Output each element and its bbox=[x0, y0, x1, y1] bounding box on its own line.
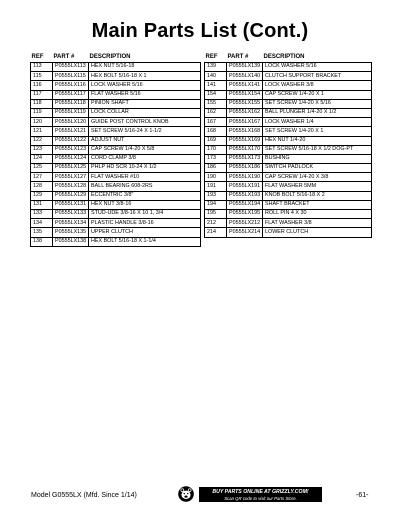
ref-cell: 123 bbox=[31, 145, 53, 154]
table-row bbox=[205, 90, 372, 99]
ref-cell: 191 bbox=[205, 182, 227, 191]
description-cell: UPPER CLUTCH bbox=[89, 228, 201, 237]
parts-table-right bbox=[204, 53, 372, 238]
table-row bbox=[31, 237, 201, 246]
table-row bbox=[205, 173, 372, 182]
ref-cell: 139 bbox=[205, 63, 227, 72]
ref-cell: 135 bbox=[31, 228, 53, 237]
description-cell: LOCK WASHER 5/16 bbox=[89, 81, 201, 90]
ref-cell: 138 bbox=[31, 237, 53, 246]
ref-cell: 190 bbox=[205, 173, 227, 182]
ref-cell: 124 bbox=[31, 154, 53, 163]
ref-cell: 193 bbox=[205, 191, 227, 200]
description-cell: SET SCREW 5/16-18 X 1/2 DOG-PT bbox=[263, 145, 372, 154]
description-cell: HEX BOLT 5/16-18 X 1-1/4 bbox=[89, 237, 201, 246]
ref-cell: 154 bbox=[205, 90, 227, 99]
ref-header: REF bbox=[31, 54, 44, 60]
description-cell: LOCK WASHER 1/4 bbox=[263, 118, 372, 127]
ref-cell: 131 bbox=[31, 200, 53, 209]
part-number-cell: P0555LX168 bbox=[227, 127, 263, 136]
description-cell: CORD CLAMP 3/8 bbox=[89, 154, 201, 163]
ref-cell: 162 bbox=[205, 108, 227, 117]
description-cell: SET SCREW 5/16-24 X 1-1/2 bbox=[89, 127, 201, 136]
table-row bbox=[31, 118, 201, 127]
table-row bbox=[31, 200, 201, 209]
page-number: -61- bbox=[356, 492, 369, 499]
ref-cell: 212 bbox=[205, 219, 227, 228]
table-row bbox=[205, 228, 372, 237]
part-number-cell: P0555LX129 bbox=[53, 191, 89, 200]
ref-cell: 127 bbox=[31, 173, 53, 182]
table-row bbox=[205, 63, 372, 72]
table-row bbox=[205, 127, 372, 136]
table-row bbox=[31, 63, 201, 72]
part-number-cell: P0555LX186 bbox=[227, 164, 263, 173]
ref-cell: 129 bbox=[31, 191, 53, 200]
part-number-cell: P0555LX141 bbox=[227, 81, 263, 90]
ref-cell: 195 bbox=[205, 210, 227, 219]
description-cell: PINION SHAFT bbox=[89, 99, 201, 108]
part-number-cell: P0555LX119 bbox=[53, 108, 89, 117]
table-row bbox=[31, 173, 201, 182]
table-row bbox=[31, 81, 201, 90]
ref-cell: 120 bbox=[31, 118, 53, 127]
part-number-cell: P0555LX113 bbox=[53, 63, 89, 72]
description-cell: FLAT WASHER 5/16 bbox=[89, 90, 201, 99]
table-row bbox=[31, 90, 201, 99]
part-number-cell: P0555LX122 bbox=[53, 136, 89, 145]
part-number-cell: P0555LX118 bbox=[53, 99, 89, 108]
ref-cell: 116 bbox=[31, 81, 53, 90]
ref-cell: 133 bbox=[31, 210, 53, 219]
ref-cell: 122 bbox=[31, 136, 53, 145]
table-row bbox=[205, 72, 372, 81]
part-number-cell: P0555LX116 bbox=[53, 81, 89, 90]
table-row bbox=[205, 191, 372, 200]
ref-cell: 118 bbox=[31, 99, 53, 108]
ref-cell: 140 bbox=[205, 72, 227, 81]
ref-cell: 194 bbox=[205, 200, 227, 209]
description-cell: LOCK WASHER 5/16 bbox=[263, 63, 372, 72]
description-cell: CLUTCH SUPPORT BRACKET bbox=[263, 72, 372, 81]
table-row bbox=[205, 81, 372, 90]
ref-cell: 115 bbox=[31, 72, 53, 81]
table-row bbox=[31, 164, 201, 173]
grizzly-bear-icon bbox=[178, 486, 194, 502]
table-row bbox=[31, 127, 201, 136]
description-cell: BALL PLUNGER 1/4-20 X 1/2 bbox=[263, 108, 372, 117]
description-cell: FLAT WASHER #10 bbox=[89, 173, 201, 182]
description-cell: LOCK COLLAR bbox=[89, 108, 201, 117]
part-number-cell: P0555LX131 bbox=[53, 200, 89, 209]
part-number-cell: P0555LX214 bbox=[227, 228, 263, 237]
part-number-cell: P0555LX123 bbox=[53, 145, 89, 154]
ref-cell: 173 bbox=[205, 154, 227, 163]
description-cell: SHAFT BRACKET bbox=[263, 200, 372, 209]
parts-table-right-body bbox=[205, 63, 372, 238]
part-number-cell: P0555LX134 bbox=[53, 219, 89, 228]
part-number-cell: P0555LX127 bbox=[53, 173, 89, 182]
ref-cell: 167 bbox=[205, 118, 227, 127]
ref-cell: 121 bbox=[31, 127, 53, 136]
table-row bbox=[31, 210, 201, 219]
part-number-cell: P0555LX133 bbox=[53, 210, 89, 219]
ref-header: REF bbox=[205, 54, 218, 60]
part-number-cell: P0555LX128 bbox=[53, 182, 89, 191]
model-footer: Model G0555LX (Mfd. Since 1/14) bbox=[31, 492, 137, 499]
description-cell: CAP SCREW 1/4-20 X 5/8 bbox=[89, 145, 201, 154]
part-number-cell: P0555LX170 bbox=[227, 145, 263, 154]
description-cell: HEX NUT 1/4-20 bbox=[263, 136, 372, 145]
part-number-cell: P0555LX194 bbox=[227, 200, 263, 209]
parts-store-banner[interactable] bbox=[199, 487, 322, 502]
description-cell: STUD-UDE 3/8-16 X 10 1, 3/4 bbox=[89, 210, 201, 219]
description-cell: PHLP HD SCR 10-24 X 1/2 bbox=[89, 164, 201, 173]
ref-cell: 113 bbox=[31, 63, 53, 72]
part-number-cell: P0555LX121 bbox=[53, 127, 89, 136]
part-number-cell: P0555LX135 bbox=[53, 228, 89, 237]
part-number-cell: P0555LX155 bbox=[227, 99, 263, 108]
table-row bbox=[31, 219, 201, 228]
table-row bbox=[31, 182, 201, 191]
table-row bbox=[205, 136, 372, 145]
banner-subline: Scan QR code to visit our Parts Store. bbox=[224, 496, 297, 501]
description-cell: HEX BOLT 5/16-18 X 1 bbox=[89, 72, 201, 81]
description-cell: ADJUST NUT bbox=[89, 136, 201, 145]
table-row bbox=[205, 200, 372, 209]
part-number-cell: P0555LX191 bbox=[227, 182, 263, 191]
part-number-cell: P0555LX169 bbox=[227, 136, 263, 145]
parts-table-left bbox=[30, 53, 201, 247]
part-number-cell: P0555LX167 bbox=[227, 118, 263, 127]
table-row bbox=[205, 118, 372, 127]
description-cell: SET SCREW 1/4-20 X 5/16 bbox=[263, 99, 372, 108]
table-row bbox=[31, 191, 201, 200]
table-row bbox=[205, 99, 372, 108]
table-row bbox=[31, 108, 201, 117]
description-cell: CAP SCREW 1/4-20 X 1 bbox=[263, 90, 372, 99]
description-cell: BALL BEARING 608-2RS bbox=[89, 182, 201, 191]
description-cell: ECCENTRIC 3/8" bbox=[89, 191, 201, 200]
ref-cell: 169 bbox=[205, 136, 227, 145]
ref-cell: 186 bbox=[205, 164, 227, 173]
part-number-cell: P0555LX117 bbox=[53, 90, 89, 99]
part-number-cell: P0555LX125 bbox=[53, 164, 89, 173]
description-cell: SET SCREW 1/4-20 X 1 bbox=[263, 127, 372, 136]
description-header: DESCRIPTION bbox=[263, 54, 305, 60]
parts-table-left-body bbox=[31, 63, 201, 247]
part-number-cell: P0555LX154 bbox=[227, 90, 263, 99]
description-cell: CAP SCREW 1/4-20 X 3/8 bbox=[263, 173, 372, 182]
description-cell: HEX NUT 5/16-18 bbox=[89, 63, 201, 72]
ref-cell: 134 bbox=[31, 219, 53, 228]
part-number-cell: P0555LX212 bbox=[227, 219, 263, 228]
banner-headline: BUY PARTS ONLINE AT GRIZZLY.COM! bbox=[212, 489, 309, 495]
table-row bbox=[205, 108, 372, 117]
part-number-cell: P0555LX195 bbox=[227, 210, 263, 219]
page-title: Main Parts List (Cont.) bbox=[91, 20, 309, 42]
table-row bbox=[205, 154, 372, 163]
description-cell: HEX NUT 3/8-16 bbox=[89, 200, 201, 209]
part-number-cell: P0555LX193 bbox=[227, 191, 263, 200]
table-header-row bbox=[31, 53, 201, 63]
part-number-cell: P0555LX190 bbox=[227, 173, 263, 182]
part-number-cell: P0555LX139 bbox=[227, 63, 263, 72]
description-header: DESCRIPTION bbox=[89, 54, 131, 60]
part-number-cell: P0555LX138 bbox=[53, 237, 89, 246]
ref-cell: 119 bbox=[31, 108, 53, 117]
description-cell: LOWER CLUTCH bbox=[263, 228, 372, 237]
table-row bbox=[205, 164, 372, 173]
ref-cell: 117 bbox=[31, 90, 53, 99]
part-number-cell: P0555LX173 bbox=[227, 154, 263, 163]
description-cell: KNOB BOLT 5/16-18 X 2 bbox=[263, 191, 372, 200]
ref-cell: 168 bbox=[205, 127, 227, 136]
ref-cell: 170 bbox=[205, 145, 227, 154]
table-row bbox=[205, 145, 372, 154]
description-cell: FLAT WASHER 5MM bbox=[263, 182, 372, 191]
description-cell: LOCK WASHER 3/8 bbox=[263, 81, 372, 90]
description-cell: GUIDE POST CONTROL KNOB bbox=[89, 118, 201, 127]
description-cell: SWITCH PADLOCK bbox=[263, 164, 372, 173]
part-number-cell: P0555LX115 bbox=[53, 72, 89, 81]
table-header-row bbox=[205, 53, 372, 63]
part-header: PART # bbox=[53, 54, 75, 60]
ref-cell: 125 bbox=[31, 164, 53, 173]
part-number-cell: P0555LX140 bbox=[227, 72, 263, 81]
table-row bbox=[31, 72, 201, 81]
table-row bbox=[31, 145, 201, 154]
table-row bbox=[205, 210, 372, 219]
part-number-cell: P0555LX124 bbox=[53, 154, 89, 163]
table-row bbox=[31, 228, 201, 237]
ref-cell: 155 bbox=[205, 99, 227, 108]
description-cell: BUSHING bbox=[263, 154, 372, 163]
description-cell: FLAT WASHER 3/8 bbox=[263, 219, 372, 228]
ref-cell: 141 bbox=[205, 81, 227, 90]
table-row bbox=[31, 99, 201, 108]
ref-cell: 214 bbox=[205, 228, 227, 237]
table-row bbox=[205, 219, 372, 228]
table-row bbox=[31, 154, 201, 163]
part-header: PART # bbox=[227, 54, 249, 60]
table-row bbox=[205, 182, 372, 191]
table-row bbox=[31, 136, 201, 145]
part-number-cell: P0555LX120 bbox=[53, 118, 89, 127]
description-cell: PLASTIC HANDLE 3/8-16 bbox=[89, 219, 201, 228]
part-number-cell: P0555LX162 bbox=[227, 108, 263, 117]
ref-cell: 128 bbox=[31, 182, 53, 191]
description-cell: ROLL PIN 4 X 30 bbox=[263, 210, 372, 219]
